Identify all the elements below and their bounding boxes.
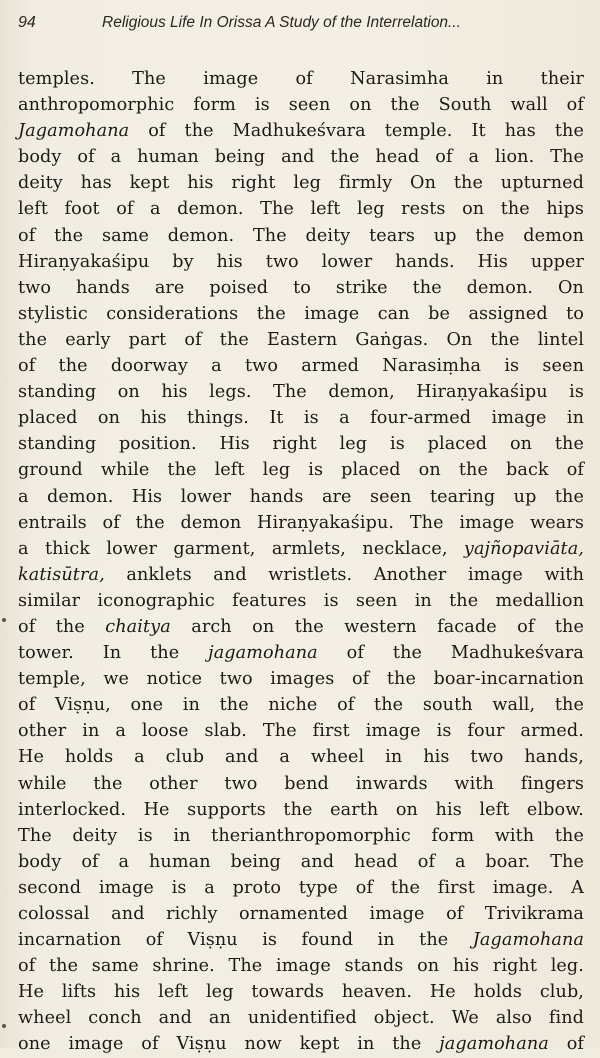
text-run: wheel conch and an unidentified object. We also find (18, 1008, 584, 1029)
italic-term: Jagamohana (18, 121, 130, 142)
italic-term: jagamohana (439, 1034, 549, 1055)
text-line (18, 223, 584, 249)
text-line (18, 823, 584, 849)
text-line (18, 979, 584, 1005)
text-line (18, 1031, 584, 1057)
text-run: body of a human being and the head of a lion. The (18, 147, 584, 168)
text-run: left foot of a demon. The left leg rests on the hips (18, 199, 584, 220)
text-run: entrails of the demon Hiraṇyakaśipu. The image wears (18, 512, 584, 533)
text-run: He holds a club and a wheel in his two hands, (18, 747, 584, 768)
italic-term: chaitya (105, 616, 171, 637)
text-line (18, 953, 584, 979)
text-line (18, 484, 584, 510)
text-run: of Viṣṇu, one in the niche of the south wall, the (18, 695, 584, 716)
text-line (18, 875, 584, 901)
text-run: placed on his things. It is a four-armed image in (18, 408, 584, 429)
text-run: incarnation of Viṣṇu is found in the (18, 930, 473, 951)
text-line (18, 92, 584, 118)
text-run: arch on the western facade of the (170, 616, 585, 637)
text-line (18, 718, 584, 744)
text-run: body of a human being and head of a boar. The (18, 851, 584, 872)
text-line (18, 249, 584, 275)
margin-speck (2, 618, 6, 622)
text-run: He lifts his left leg towards heaven. He holds club, (18, 982, 584, 1003)
text-line (18, 771, 584, 797)
text-line (18, 797, 584, 823)
text-run: a demon. His lower hands are seen tearing up the (18, 486, 584, 507)
margin-speck (2, 1024, 6, 1028)
text-run: stylistic considerations the image can be assigned to (18, 303, 584, 324)
text-line (18, 327, 584, 353)
text-line (18, 666, 584, 692)
text-run: other in a loose slab. The first image is four armed. (18, 721, 584, 742)
text-line (18, 510, 584, 536)
text-line (18, 640, 584, 666)
text-line (18, 614, 584, 640)
text-run: anklets and wristlets. Another image with (104, 564, 584, 585)
text-line (18, 1005, 584, 1031)
text-line (18, 692, 584, 718)
text-line (18, 562, 584, 588)
text-run: of the (18, 616, 106, 637)
text-line (18, 66, 584, 92)
text-line (18, 118, 584, 144)
text-line (18, 536, 584, 562)
text-run: standing on his legs. The demon, Hiraṇyakaśipu is (18, 382, 584, 403)
text-run: colossal and richly ornamented image of Trivikrama (18, 904, 584, 924)
text-run: of the same shrine. The image stands on his right leg. (18, 956, 584, 977)
page-number: 94 (18, 14, 36, 31)
text-run: ground while the left leg is placed on the back of (18, 460, 584, 481)
text-run: the early part of the Eastern Gaṅgas. On the lintel (18, 329, 584, 350)
italic-term: jagamohana (208, 643, 318, 664)
italic-term: katisūtra, (18, 564, 105, 585)
text-run: similar iconographic features is seen in the medallion (18, 590, 584, 611)
text-line (18, 353, 584, 379)
running-header (18, 14, 590, 44)
text-run: The deity is in therianthropomorphic form with the (18, 825, 584, 846)
text-run: standing position. His right leg is placed on the (18, 434, 584, 455)
text-run: two hands are poised to strike the demon. On (18, 277, 584, 298)
text-run: one image of Viṣṇu now kept in the (18, 1034, 440, 1055)
text-run: deity has kept his right leg firmly On the upturned (18, 173, 584, 194)
running-title: Religious Life In Orissa A Study of the Interrelation... (102, 14, 461, 31)
text-run: of the Madhukeśvara (317, 643, 584, 664)
text-run: anthropomorphic form is seen on the South wall of (18, 95, 584, 116)
text-line (18, 901, 584, 927)
text-line (18, 927, 584, 953)
text-line (18, 275, 584, 301)
text-run: of the same demon. The deity tears up the demon (18, 225, 584, 246)
text-line (18, 431, 584, 457)
text-run: second image is a proto type of the first image. A (18, 877, 584, 898)
text-run: tower. In the (18, 643, 209, 664)
text-run: temples. The image of Narasimha in their (18, 69, 584, 89)
text-line (18, 588, 584, 614)
text-line (18, 301, 584, 327)
text-run: while the other two bend inwards with fingers (18, 773, 584, 794)
text-run: interlocked. He supports the earth on his left elbow. (18, 799, 584, 820)
italic-term: yajñopaviāta, (463, 538, 584, 559)
text-run: temple, we notice two images of the boar-incarnation (18, 669, 584, 690)
text-run: of (548, 1034, 585, 1055)
text-line (18, 457, 584, 483)
text-line (18, 144, 584, 170)
text-line (18, 405, 584, 431)
text-line (18, 379, 584, 405)
text-run: of the doorway a two armed Narasiṃha is seen (18, 356, 584, 377)
text-line (18, 196, 584, 222)
text-line (18, 849, 584, 875)
italic-term: Jagamohana (472, 930, 584, 951)
text-line (18, 744, 584, 770)
body-text (18, 66, 584, 1058)
text-run: of the Madhukeśvara temple. It has the (129, 121, 584, 142)
text-run: a thick lower garment, armlets, necklace, (18, 538, 464, 559)
text-line (18, 170, 584, 196)
text-run: Hiraṇyakaśipu by his two lower hands. His upper (18, 251, 584, 272)
